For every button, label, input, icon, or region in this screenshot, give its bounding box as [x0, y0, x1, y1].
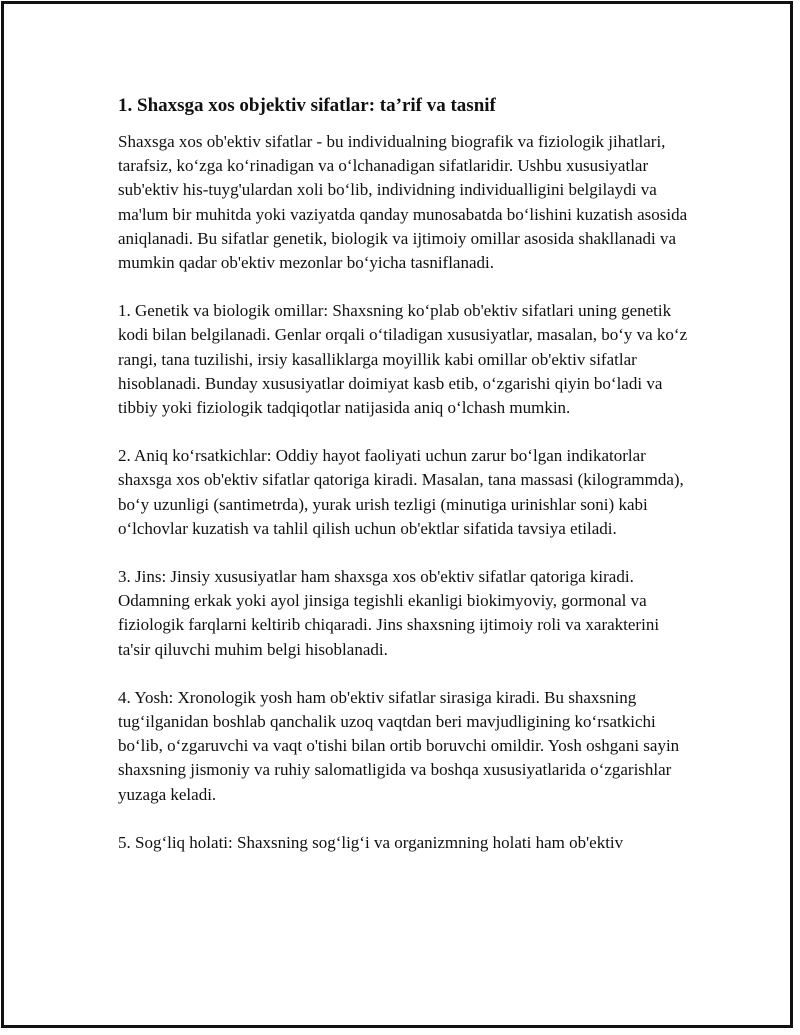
document-title: 1. Shaxsga xos objektiv sifatlar: ta’rif va tasnif — [118, 95, 496, 116]
paragraph-genetic-factors: 1. Genetik va biologik omillar: Shaxsning ko‘plab ob'ektiv sifatlari uning genetik kodi bilan belgilanadi. Genlar orqali o‘tiladigan xususiyatlar, masalan, bo‘y va ko‘z rangi, tana tuzilishi, irsiy kasalliklarga moyillik kabi omillar ob'ektiv sifatlar hisoblanadi. Bunday xususiyatlar doimiyat kasb etib, o‘zgarishi qiyin bo‘ladi va tibbiy yoki fiziologik tadqiqotlar natijasida aniq o‘lchash mumkin. — [118, 301, 688, 418]
paragraph-age: 4. Yosh: Xronologik yosh ham ob'ektiv sifatlar sirasiga kiradi. Bu shaxsning tug‘ilganidan boshlab qanchalik uzoq vaqtdan beri mavjudligining ko‘rsatkichi bo‘lib, o‘zgaruvchi va vaqt o'tishi bilan ortib boruvchi omildir. Yosh oshgani sayin shaxsning jismoniy va ruhiy salomatligida va boshqa xususiyatlarida o‘zgarishlar yuzaga keladi. — [118, 687, 680, 804]
paragraph-health: 5. Sog‘liq holati: Shaxsning sog‘lig‘i va organizmning holati ham ob'ektiv — [118, 832, 624, 852]
paragraph-sex: 3. Jins: Jinsiy xususiyatlar ham shaxsga xos ob'ektiv sifatlar qatoriga kiradi. Odamning erkak yoki ayol jinsiga tegishli ekanligi biokimyoviy, gormonal va fiziologik farqlarni keltirib chiqaradi. Jins shaxsning ijtimoiy roli va xarakterini ta'sir qiluvchi muhim belgi hisoblanadi. — [118, 567, 660, 659]
document-body — [118, 94, 693, 879]
paragraph-measurable-indicators: 2. Aniq ko‘rsatkichlar: Oddiy hayot faoliyati uchun zarur bo‘lgan indikatorlar shaxsga xos ob'ektiv sifatlar qatoriga kiradi. Masalan, tana massasi (kilogrammda), bo‘y uzunligi (santimetrda), yurak urish tezligi (minutiga urinishlar soni) kabi o‘lchovlar kuzatish va tahlil qilish uchun ob'ektlar sifatida tavsiya etiladi. — [118, 446, 684, 538]
paragraph-intro: Shaxsga xos ob'ektiv sifatlar - bu individualning biografik va fiziologik jihatlari, tarafsiz, ko‘zga ko‘rinadigan va o‘lchanadigan sifatlaridir. Ushbu xususiyatlar sub'ektiv his-tuyg'ulardan xoli bo‘lib, individning individualligini belgilaydi va ma'lum bir muhitda yoki vaziyatda qanday munosabatda bo‘lishini kuzatish asosida aniqlanadi. Bu sifatlar genetik, biologik va ijtimoiy omillar asosida shakllanadi va mumkin qadar ob'ektiv mezonlar bo‘yicha tasniflanadi. — [118, 132, 688, 273]
